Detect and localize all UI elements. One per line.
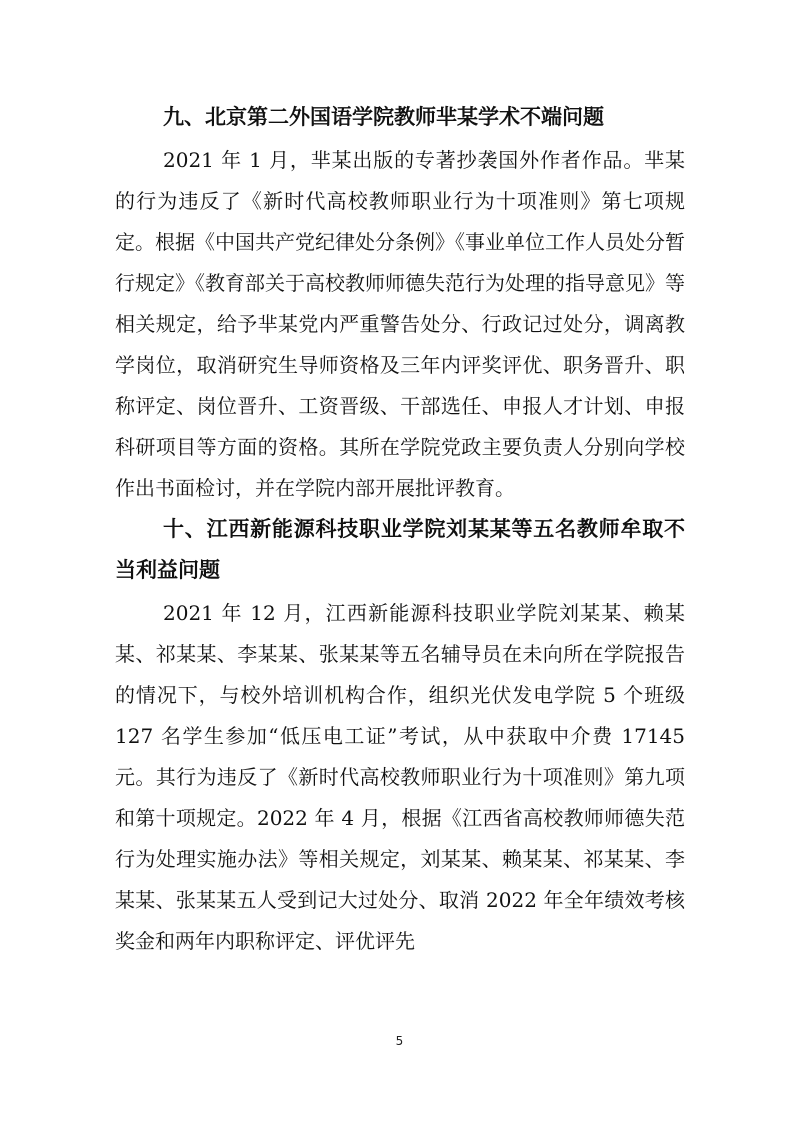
- document-body: [115, 97, 685, 962]
- page-number: 5: [395, 1034, 404, 1048]
- section-9-paragraph: 2021 年 1 月，芈某出版的专著抄袭国外作者作品。芈某的行为违反了《新时代高校教师职业行为十项准则》第七项规定。根据《中国共产党纪律处分条例》《事业单位工作人员处分暂行规定》《教育部关于高校教师师德失范行为处理的指导意见》等相关规定，给予芈某党内严重警告处分、行政记过处分，调离教学岗位，取消研究生导师资格及三年内评奖评优、职务晋升、职称评定、岗位晋升、工资晋级、干部选任、申报人才计划、申报科研项目等方面的资格。其所在学院党政主要负责人分别向学校作出书面检讨，并在学院内部开展批评教育。: [115, 148, 685, 500]
- section-10-paragraph: 2021 年 12 月，江西新能源科技职业学院刘某某、赖某某、祁某某、李某某、张某某等五名辅导员在未向所在学院报告的情况下，与校外培训机构合作，组织光伏发电学院 5 个班级 127 名学生参加“低压电工证”考试，从中获取中介费 17145 元。其行为违反了《新时代高校教师职业行为十项准则》第九项和第十项规定。2022 年 4 月，根据《江西省高校教师师德失范行为处理实施办法》等相关规定，刘某某、赖某某、祁某某、李某某、张某某五人受到记大过处分、取消 2022 年全年绩效考核奖金和两年内职称评定、评优评先: [115, 601, 685, 953]
- section-10-heading: 十、江西新能源科技职业学院刘某某等五名教师牟取不当利益问题: [115, 517, 685, 582]
- section-9-heading: 九、北京第二外国语学院教师芈某学术不端问题: [163, 105, 604, 129]
